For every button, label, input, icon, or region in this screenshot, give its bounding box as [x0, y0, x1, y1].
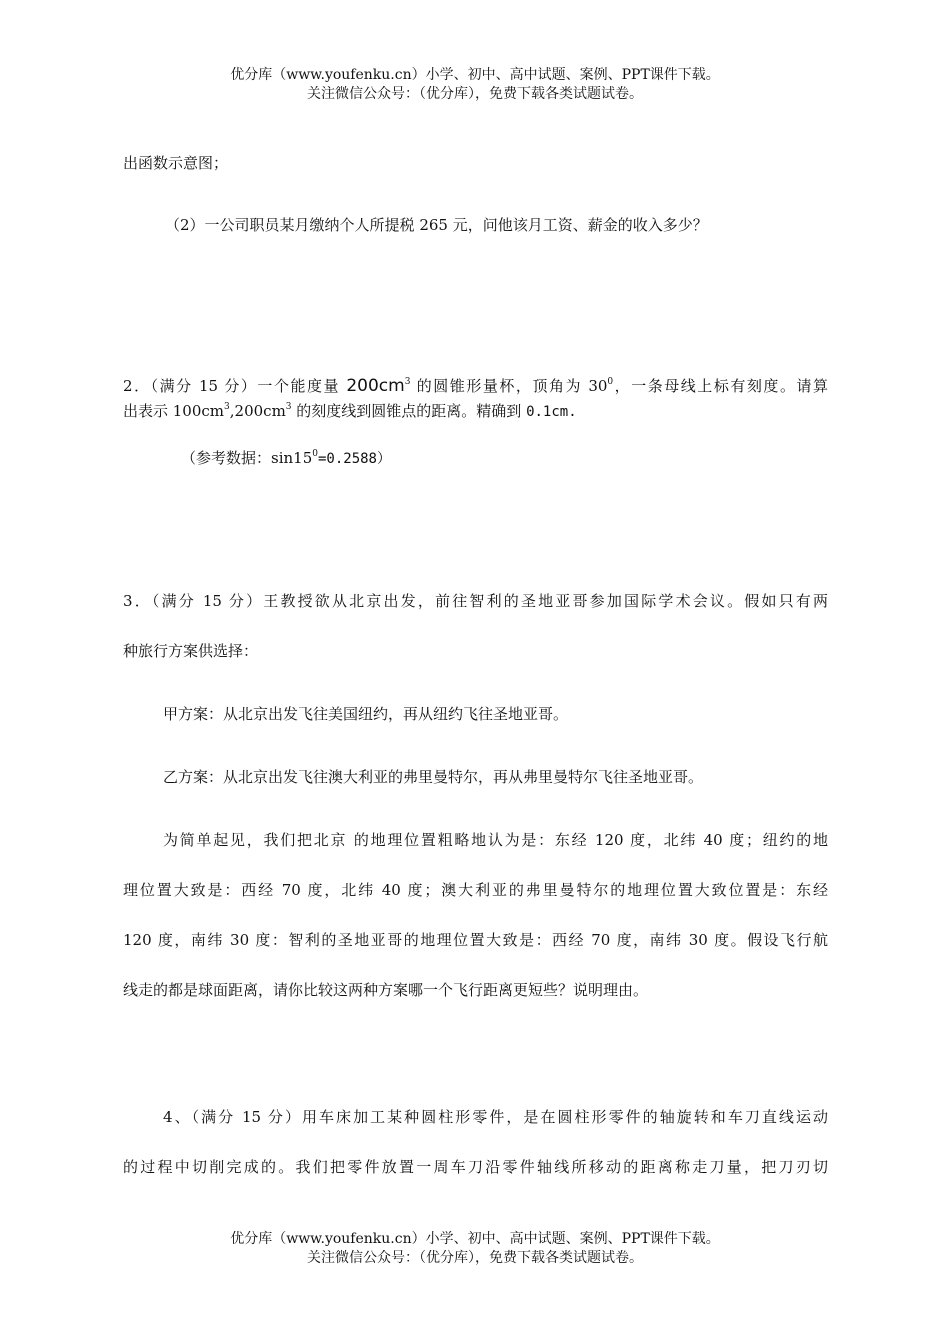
q2-precision: 0.1cm.	[526, 404, 577, 420]
q3-plan-a: 甲方案：从北京出发飞往美国纽约，再从纽约飞往圣地亚哥。	[163, 705, 569, 723]
q2-l2-sup-1: 3	[224, 402, 230, 412]
footer-line-1: 优分库（www.youfenku.cn）小学、初中、高中试题、案例、PPT课件下载。	[230, 1231, 720, 1247]
q2-line1-end: ，一条母线上标有刻度。请算	[613, 377, 828, 395]
q2-ref-sup: 0	[312, 449, 318, 459]
q4-line-1: 4、（满分 15 分）用车床加工某种圆柱形零件，是在圆柱形零件的轴旋转和车刀直线运动	[163, 1108, 828, 1126]
q1-continuation: 出函数示意图；	[123, 154, 229, 172]
q2-l2-sup-2: 3	[285, 402, 292, 412]
q2-line-2	[123, 400, 828, 421]
q2-degree-mark: 0	[607, 377, 614, 387]
q3-para-4: 线走的都是球面距离，请你比较这两种方案哪一个飞行距离更短些？说明理由。	[123, 981, 649, 999]
q3-para-1: 为简单起见，我们把北京 的地理位置粗略地认为是：东经 120 度，北纬 40 度；纽约的地	[163, 831, 828, 849]
q2-volume-exponent: 3	[404, 377, 411, 387]
q4-line-2: 的过程中切削完成的。我们把零件放置一周车刀沿零件轴线所移动的距离称走刀量，把刀刃切	[123, 1158, 828, 1176]
q3-plan-b: 乙方案：从北京出发飞往澳大利亚的弗里曼特尔，再从弗里曼特尔飞往圣地亚哥。	[163, 768, 704, 786]
q2-reference	[181, 447, 828, 468]
q2-angle-text: 的圆锥形量杯，顶角为 30	[410, 377, 608, 395]
q3-line-2: 种旅行方案供选择：	[123, 642, 259, 660]
q2-l2-b: ,200cm	[229, 402, 286, 420]
q2-line-1	[123, 375, 828, 396]
header-line-1: 优分库（www.youfenku.cn）小学、初中、高中试题、案例、PPT课件下载。	[230, 67, 720, 83]
q2-l2-c: 的刻度线到圆锥点的距离。精确到	[291, 402, 527, 420]
header-line-2: 关注微信公众号：（优分库），免费下载各类试题试卷。	[307, 86, 643, 102]
q3-para-2: 理位置大致是：西经 70 度，北纬 40 度；澳大利亚的弗里曼特尔的地理位置大致位置是：东经	[123, 881, 828, 899]
q3-para-3: 120 度，南纬 30 度：智利的圣地亚哥的地理位置大致是：西经 70 度，南纬 30 度。假设飞行航	[123, 931, 828, 949]
page-header	[0, 66, 950, 104]
page-footer	[0, 1230, 950, 1268]
q2-l2-a: 出表示 100cm	[123, 402, 225, 420]
q2-ref-a: （参考数据：sin15	[181, 449, 313, 467]
q3-line-1: 3．（满分 15 分）王教授欲从北京出发，前往智利的圣地亚哥参加国际学术会议。假如只有两	[123, 592, 828, 610]
footer-line-2: 关注微信公众号：（优分库），免费下载各类试题试卷。	[307, 1250, 643, 1266]
q2-ref-b: =0.2588）	[317, 451, 391, 467]
q2-volume: 200cm	[346, 376, 405, 396]
q2-intro: 2．（满分 15 分）一个能度量	[123, 377, 347, 395]
q1-part2: （2）一公司职员某月缴纳个人所提税 265 元，问他该月工资、薪金的收入多少？	[165, 216, 708, 234]
